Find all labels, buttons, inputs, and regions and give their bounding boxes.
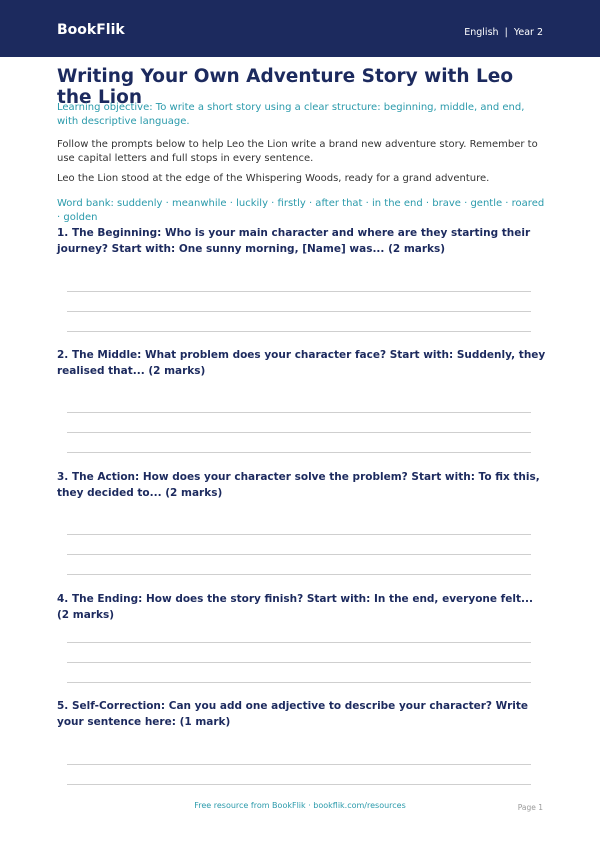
answer-line[interactable] xyxy=(67,432,531,433)
page-title: Writing Your Own Adventure Story with Leo the Lion xyxy=(57,66,514,108)
page-number: Page 1 xyxy=(517,803,543,812)
question-2: 2. The Middle: What problem does your character face? Start with: Suddenly, they realised that... (2 marks) xyxy=(57,349,546,377)
learning-objective: Learning objective: To write a short story using a clear structure: beginning, middle, and end, with descriptive language. xyxy=(57,102,525,127)
word-bank: Word bank: suddenly · meanwhile · luckily · firstly · after that · in the end · brave · gentle · roared · golden xyxy=(57,198,545,223)
answer-line[interactable] xyxy=(67,534,531,535)
brand-logo[interactable]: BookFlik xyxy=(57,22,125,38)
answer-line[interactable] xyxy=(67,784,531,785)
answer-line[interactable] xyxy=(67,764,531,765)
footer-text[interactable]: Free resource from BookFlik · bookflik.com/resources xyxy=(194,801,406,810)
story-intro: Leo the Lion stood at the edge of the Whispering Woods, ready for a grand adventure. xyxy=(57,173,490,184)
question-3: 3. The Action: How does your character solve the problem? Start with: To fix this, they decided to... (2 marks) xyxy=(57,471,540,499)
answer-line[interactable] xyxy=(67,311,531,312)
answer-line[interactable] xyxy=(67,452,531,453)
subject-year-label: English | Year 2 xyxy=(464,27,543,38)
question-4: 4. The Ending: How does the story finish? Start with: In the end, everyone felt... (2 marks) xyxy=(57,593,533,621)
answer-line[interactable] xyxy=(67,554,531,555)
answer-line[interactable] xyxy=(67,662,531,663)
answer-line[interactable] xyxy=(67,412,531,413)
answer-line[interactable] xyxy=(67,642,531,643)
answer-line[interactable] xyxy=(67,574,531,575)
question-1: 1. The Beginning: Who is your main character and where are they starting their journey? Start with: One sunny morning, [Name] was... (2 marks) xyxy=(57,227,531,255)
answer-line[interactable] xyxy=(67,682,531,683)
answer-line[interactable] xyxy=(67,331,531,332)
instructions: Follow the prompts below to help Leo the Lion write a brand new adventure story. Remember to use capital letters and full stops in every sentence. xyxy=(57,139,538,164)
header-bar xyxy=(0,0,600,57)
question-5: 5. Self-Correction: Can you add one adjective to describe your character? Write your sentence here: (1 mark) xyxy=(57,700,528,728)
answer-line[interactable] xyxy=(67,291,531,292)
